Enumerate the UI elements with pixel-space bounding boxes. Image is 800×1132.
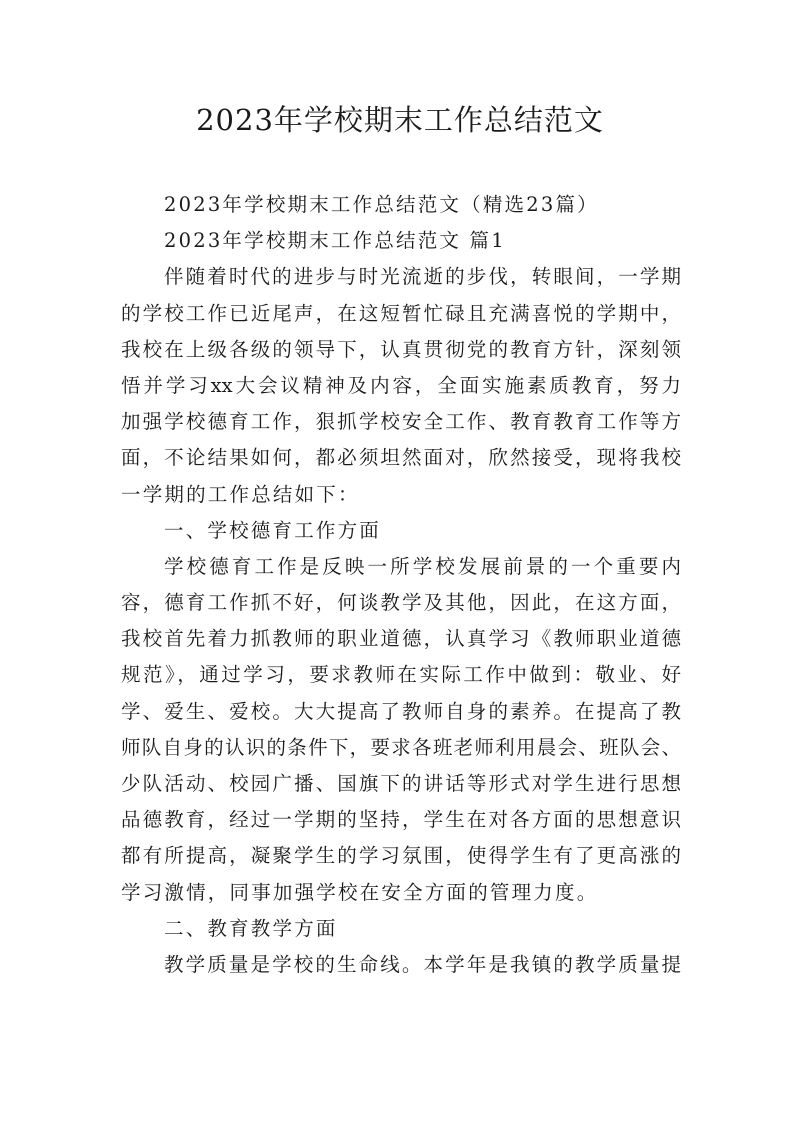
paragraph-line: 我校首先着力抓教师的职业道德，认真学习《教师职业道德 [121, 627, 681, 651]
paragraph-line: 学校德育工作是反映一所学校发展前景的一个重要内 [164, 554, 681, 578]
paragraph-line: 规范》，通过学习，要求教师在实际工作中做到：敬业、好 [121, 663, 681, 687]
paragraph-line: 学、爱生、爱校。大大提高了教师自身的素养。在提高了教 [121, 699, 681, 723]
paragraph-line: 都有所提高，凝聚学生的学习氛围，使得学生有了更高涨的 [121, 844, 681, 868]
paragraph-line: 悟并学习xx大会议精神及内容，全面实施素质教育，努力 [121, 373, 681, 397]
subtitle-line: 2023年学校期末工作总结范文（精选23篇） [164, 193, 599, 216]
paragraph-line: 容，德育工作抓不好，何谈教学及其他，因此，在这方面， [121, 591, 681, 615]
paragraph-line: 学习激情，同事加强学校在安全方面的管理力度。 [121, 880, 599, 904]
paragraph-line: 一学期的工作总结如下： [121, 482, 360, 506]
document-body [121, 187, 681, 983]
paragraph-line: 的学校工作已近尾声，在这短暂忙碌且充满喜悦的学期中， [121, 301, 681, 325]
paragraph-line: 我校在上级各级的领导下，认真贯彻党的教育方针，深刻领 [121, 337, 681, 361]
paragraph-line: 伴随着时代的进步与时光流逝的步伐，转眼间，一学期 [164, 265, 681, 289]
section-heading-line: 二、教育教学方面 [164, 916, 338, 940]
paragraph-line: 少队活动、校园广播、国旗下的讲话等形式对学生进行思想 [121, 772, 681, 795]
paragraph-line: 师队自身的认识的条件下，要求各班老师利用晨会、班队会、 [121, 735, 681, 759]
section-heading-line: 2023年学校期末工作总结范文 篇1 [164, 229, 506, 253]
paragraph-line: 加强学校德育工作，狠抓学校安全工作、教育教育工作等方 [121, 410, 681, 434]
paragraph-line: 面，不论结果如何，都必须坦然面对，欣然接受，现将我校 [121, 446, 681, 470]
paragraph-line: 品德教育，经过一学期的坚持，学生在对各方面的思想意识 [121, 808, 681, 832]
section-heading-line: 一、学校德育工作方面 [164, 518, 382, 542]
paragraph-line: 教学质量是学校的生命线。本学年是我镇的教学质量提 [164, 952, 681, 976]
document-title: 2023年学校期末工作总结范文 [196, 103, 604, 137]
